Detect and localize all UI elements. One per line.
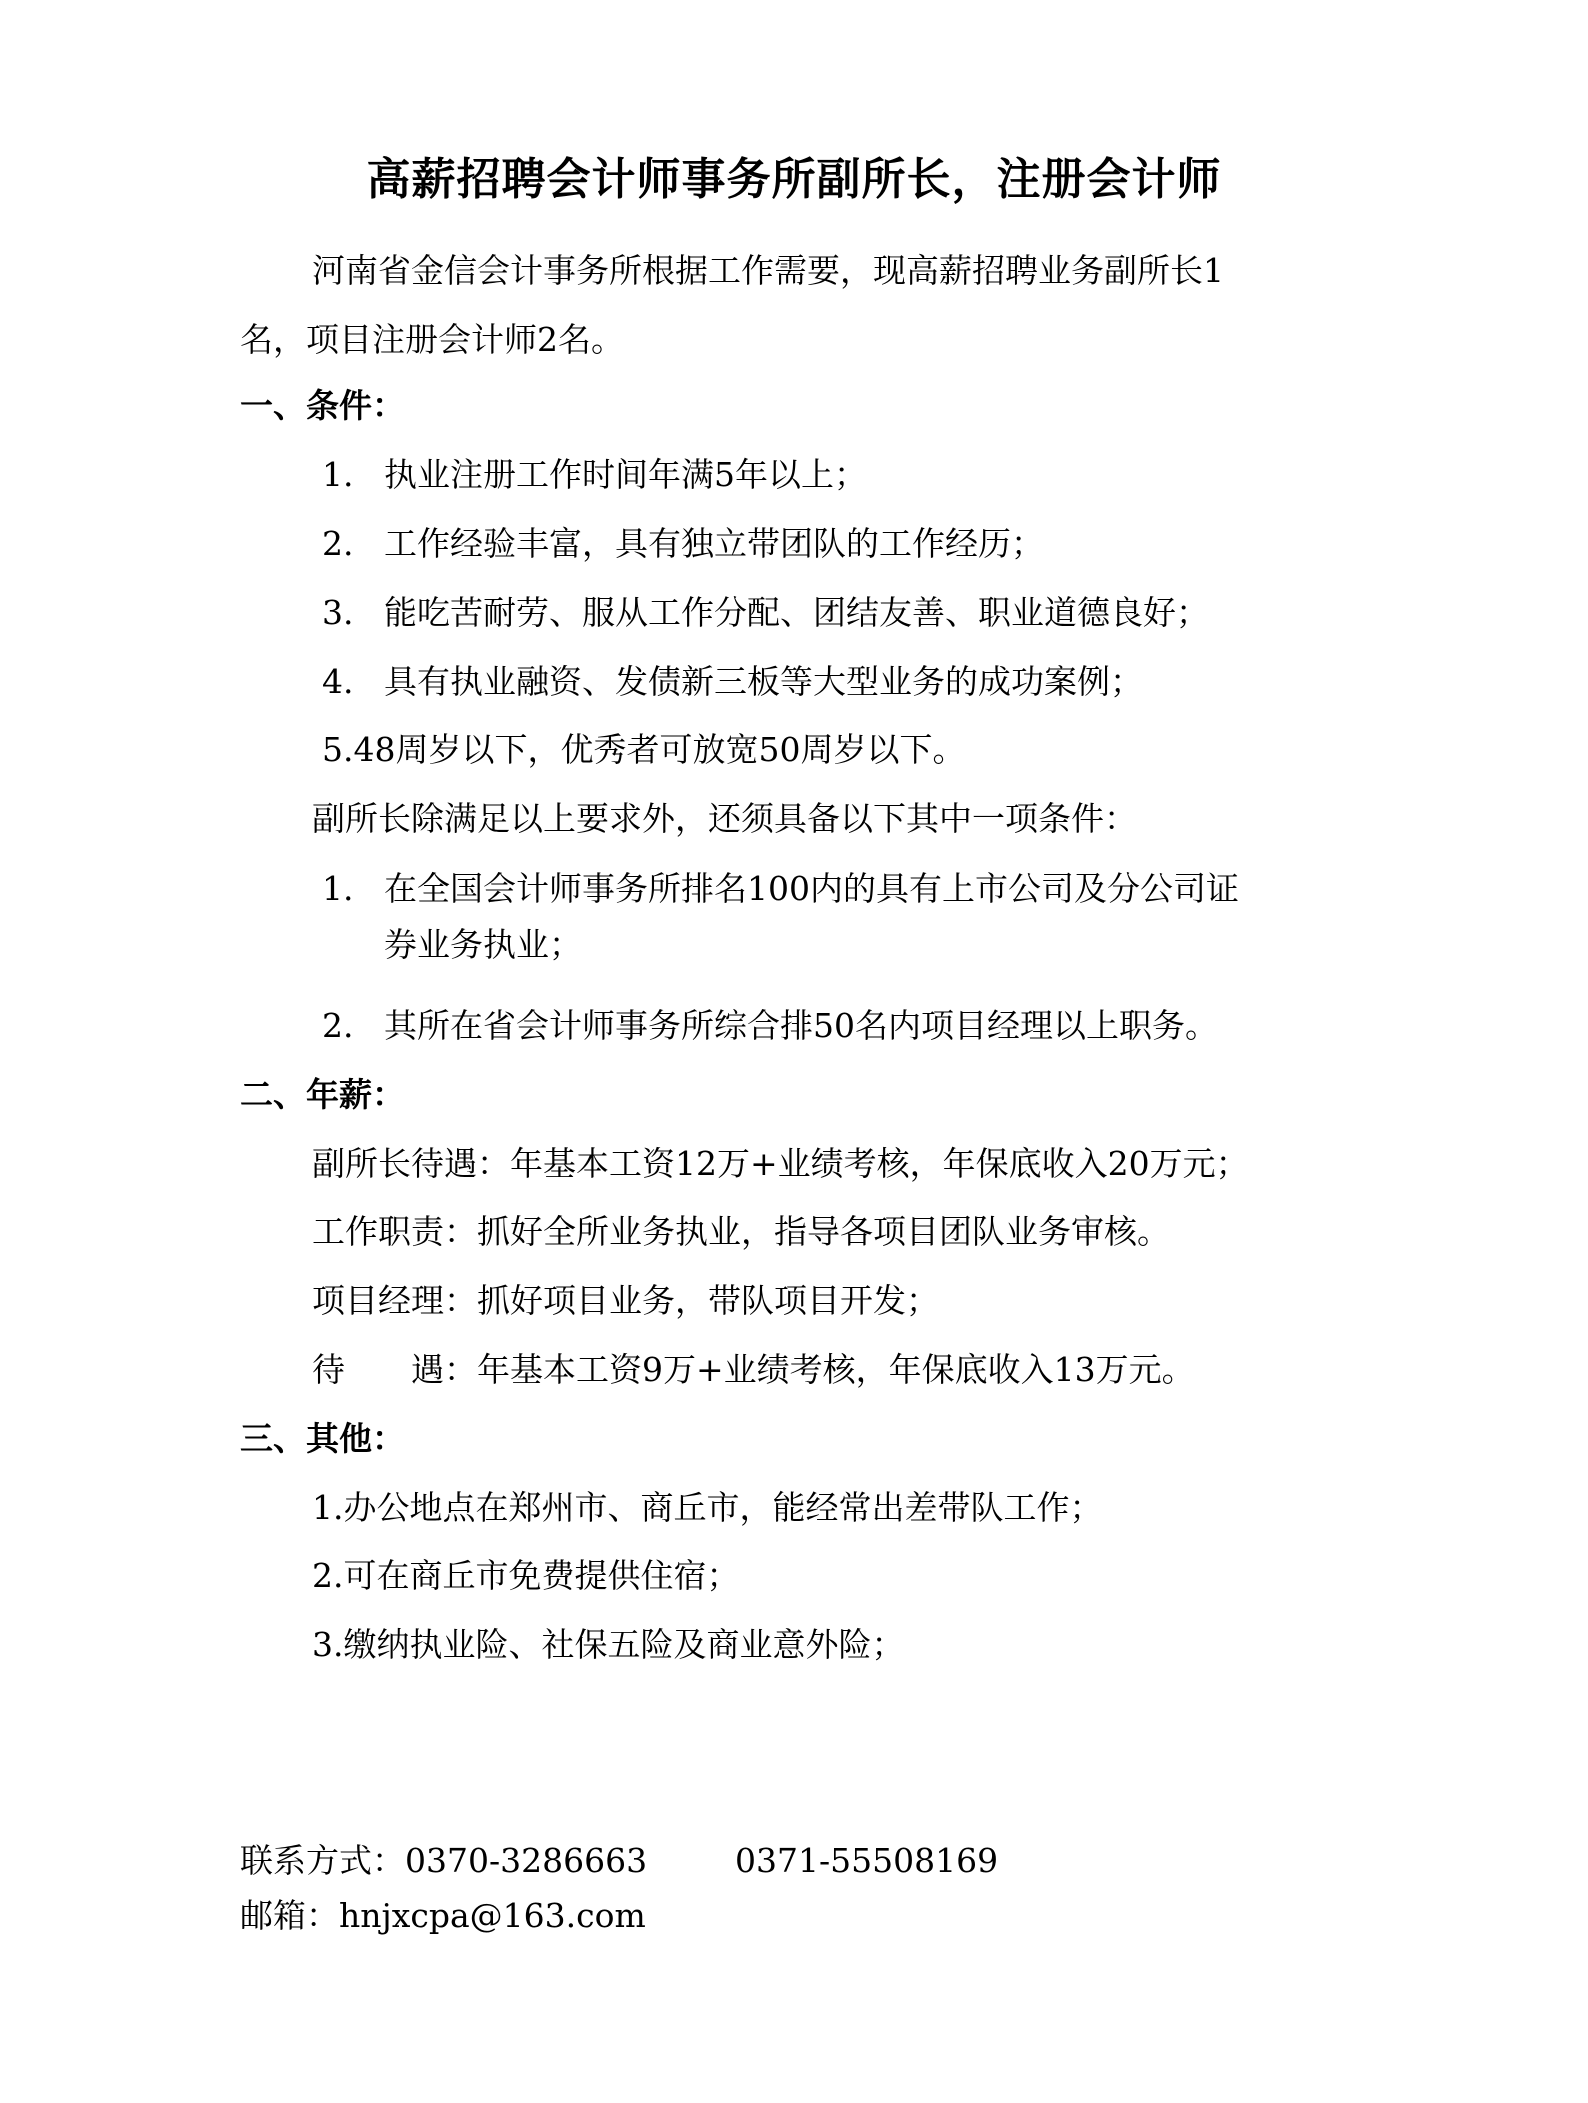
list-number: 3. bbox=[322, 593, 354, 632]
list-text: 具有执业融资、发债新三板等大型业务的成功案例； bbox=[384, 662, 1143, 701]
section-conditions-heading: 一、条件： bbox=[240, 386, 405, 425]
email-label: 邮箱： bbox=[240, 1896, 339, 1935]
section-other-heading: 三、其他： bbox=[240, 1419, 405, 1458]
intro-line-1: 河南省金信会计事务所根据工作需要，现高薪招聘业务副所长1 bbox=[312, 251, 1224, 290]
page-title: 高薪招聘会计师事务所副所长，注册会计师 bbox=[366, 154, 1222, 205]
list-text: 在全国会计师事务所排名100内的具有上市公司及分公司证 bbox=[384, 869, 1239, 908]
other-line: 2.可在商丘市免费提供住宿； bbox=[312, 1556, 740, 1595]
list-text: 工作经验丰富，具有独立带团队的工作经历； bbox=[384, 524, 1044, 563]
contact-line bbox=[240, 1838, 647, 1884]
deputy-requirements-intro: 副所长除满足以上要求外，还须具备以下其中一项条件： bbox=[312, 799, 1137, 838]
contact-label: 联系方式： bbox=[240, 1841, 405, 1880]
list-text: 能吃苦耐劳、服从工作分配、团结友善、职业道德良好； bbox=[384, 593, 1209, 632]
salary-line: 待 遇：年基本工资9万+业绩考核，年保底收入13万元。 bbox=[312, 1350, 1195, 1389]
salary-line: 项目经理：抓好项目业务，带队项目开发； bbox=[312, 1281, 939, 1320]
other-line: 1.办公地点在郑州市、商丘市，能经常出差带队工作； bbox=[312, 1488, 1103, 1527]
list-number: 2. bbox=[322, 1006, 354, 1045]
condition-item-5: 5.48周岁以下，优秀者可放宽50周岁以下。 bbox=[322, 730, 966, 769]
deputy-item bbox=[322, 866, 1239, 912]
list-text: 其所在省会计师事务所综合排50名内项目经理以上职务。 bbox=[384, 1006, 1218, 1045]
list-number: 4. bbox=[322, 662, 354, 701]
condition-item bbox=[322, 659, 1143, 705]
list-number: 1. bbox=[322, 869, 354, 908]
deputy-item bbox=[322, 1003, 1218, 1049]
list-number: 2. bbox=[322, 524, 354, 563]
condition-item bbox=[322, 521, 1044, 567]
list-number: 1. bbox=[322, 455, 354, 494]
contact-phone-2: 0371-55508169 bbox=[735, 1841, 999, 1880]
list-text: 执业注册工作时间年满5年以上； bbox=[384, 455, 867, 494]
intro-line-2: 名，项目注册会计师2名。 bbox=[240, 320, 624, 359]
section-salary-heading: 二、年薪： bbox=[240, 1075, 405, 1114]
condition-item bbox=[322, 452, 867, 498]
other-line: 3.缴纳执业险、社保五险及商业意外险； bbox=[312, 1625, 905, 1664]
salary-line: 工作职责：抓好全所业务执业，指导各项目团队业务审核。 bbox=[312, 1212, 1170, 1251]
contact-phone-1: 0370-3286663 bbox=[405, 1841, 648, 1880]
salary-line: 副所长待遇：年基本工资12万+业绩考核，年保底收入20万元； bbox=[312, 1144, 1249, 1183]
deputy-item-continuation: 券业务执业； bbox=[384, 925, 582, 964]
email-line bbox=[240, 1893, 646, 1939]
email-address: hnjxcpa@163.com bbox=[339, 1896, 646, 1935]
condition-item bbox=[322, 590, 1209, 636]
